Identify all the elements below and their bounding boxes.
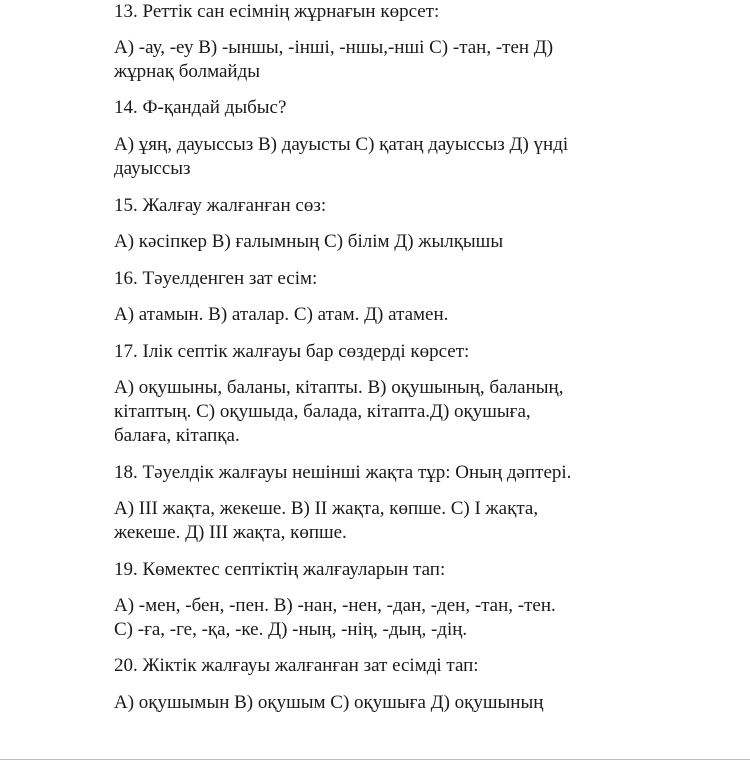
- question-20: 20. Жіктік жалғауы жалғанған зат есімді тап:: [114, 655, 479, 676]
- answer-18-line-1: А) ІІІ жақта, жекеше. В) ІІ жақта, көпше. С) І жақта,: [114, 498, 539, 519]
- answer-19-line-1: А) -мен, -бен, -пен. В) -нан, -нен, -дан, -ден, -тан, -тен.: [114, 595, 556, 616]
- answer-13-line-1: А) -ау, -еу В) -ыншы, -інші, -ншы,-нші С) -тан, -тен Д): [114, 37, 554, 58]
- question-14: 14. Ф-қандай дыбыс?: [114, 97, 287, 118]
- answer-17-line-2: кітаптың. С) оқушыда, балада, кітапта.Д) оқушыға,: [114, 401, 531, 422]
- page-bottom-divider: [0, 759, 750, 760]
- question-18: 18. Тәуелдік жалғауы нешінші жақта тұр: Оның дәптері.: [114, 462, 572, 483]
- question-17: 17. Ілік септік жалғауы бар сөздерді көрсет:: [114, 341, 470, 362]
- answer-19-line-2: С) -ға, -ге, -қа, -ке. Д) -ның, -нің, -дың, -дің.: [114, 619, 468, 640]
- answer-17-line-1: А) оқушыны, баланы, кітапты. В) оқушының, баланың,: [114, 377, 564, 398]
- answer-20-line-1: А) оқушымын В) оқушым С) оқушыға Д) оқушының: [114, 692, 544, 713]
- answer-13-line-2: жұрнақ болмайды: [114, 61, 261, 82]
- answer-17-line-3: балаға, кітапқа.: [114, 425, 240, 446]
- answer-14-line-2: дауыссыз: [114, 158, 191, 179]
- answer-18-line-2: жекеше. Д) ІІІ жақта, көпше.: [114, 522, 347, 543]
- answer-16-line-1: А) атамын. В) аталар. С) атам. Д) атамен.: [114, 304, 449, 325]
- answer-14-line-1: А) ұяң, дауыссыз В) дауысты С) қатаң дауыссыз Д) үнді: [114, 134, 569, 155]
- question-13: 13. Реттік сан есімнің жұрнағын көрсет:: [114, 1, 440, 22]
- answer-15-line-1: А) кәсіпкер В) ғалымның С) білім Д) жылқышы: [114, 231, 504, 252]
- question-19: 19. Көмектес септіктің жалғауларын тап:: [114, 559, 446, 580]
- question-16: 16. Тәуелденген зат есім:: [114, 268, 318, 289]
- question-15: 15. Жалғау жалғанған сөз:: [114, 195, 327, 216]
